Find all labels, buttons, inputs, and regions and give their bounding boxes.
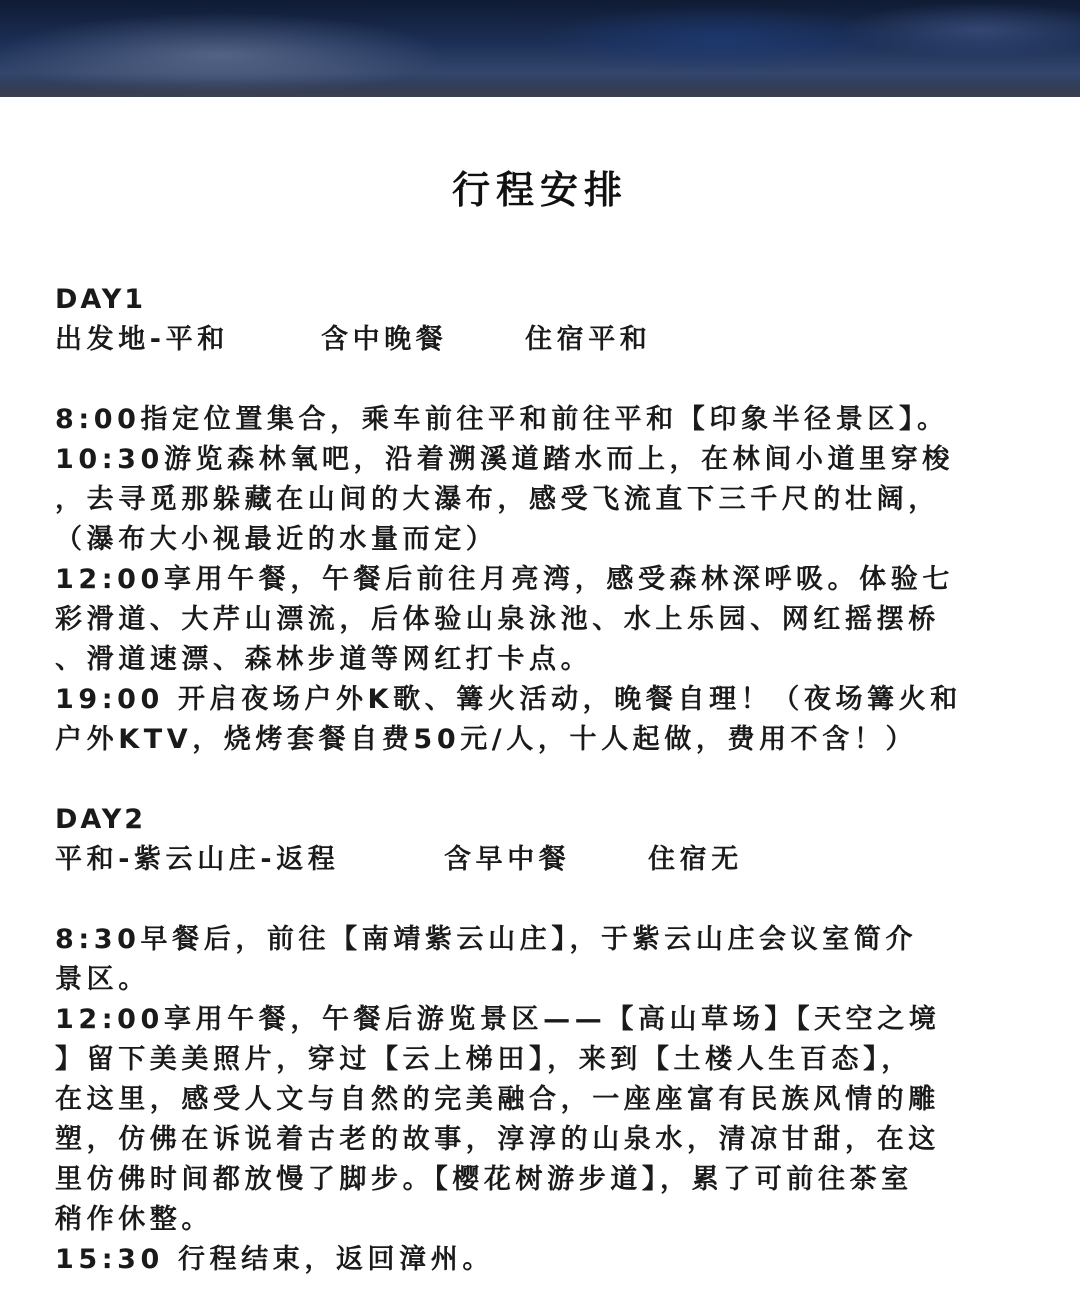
spacer — [55, 760, 1045, 800]
day2-text-line: 里仿佛时间都放慢了脚步。【樱花树游步道】，累了可前往茶室 — [55, 1164, 913, 1195]
day1-route: 出发地-平和 — [55, 324, 229, 355]
day1-lodging: 住宿平和 — [525, 324, 652, 355]
day1-text-line: 10:30游览森林氧吧，沿着溯溪道踏水而上，在林间小道里穿梭 — [55, 444, 954, 475]
day1-text-line: ，去寻觅那躲藏在山间的大瀑布，感受飞流直下三千尺的壮阔， — [55, 484, 940, 515]
day1-label: DAY1 — [55, 284, 147, 315]
day2-text-line: 景区。 — [55, 964, 150, 995]
spacer — [55, 360, 1045, 400]
day1-text-line: （瀑布大小视最近的水量而定） — [55, 524, 498, 555]
day2-label: DAY2 — [55, 804, 147, 835]
day2-route: 平和-紫云山庄-返程 — [55, 844, 340, 875]
day1-meals: 含中晚餐 — [321, 324, 448, 355]
day1-text-line: 彩滑道、大芹山漂流，后体验山泉泳池、水上乐园、网红摇摆桥 — [55, 604, 940, 635]
day1-text-line: 户外KTV，烧烤套餐自费50元/人，十人起做，费用不含！） — [55, 724, 918, 755]
day2-text-line: 8:30早餐后，前往【南靖紫云山庄】，于紫云山庄会议室简介 — [55, 924, 918, 955]
day1-text-line: 12:00享用午餐，午餐后前往月亮湾，感受森林深呼吸。体验七 — [55, 564, 954, 595]
day2-text-line: 12:00享用午餐，午餐后游览景区——【高山草场】【天空之境 — [55, 1004, 941, 1035]
day1-info-row — [55, 320, 1045, 360]
day2-text-line: 】留下美美照片，穿过【云上梯田】，来到【土楼人生百态】， — [55, 1044, 913, 1075]
itinerary-content — [55, 280, 1045, 1280]
day2-lodging: 住宿无 — [648, 844, 743, 875]
day2-info-row — [55, 840, 1045, 880]
day2-text-line: 稍作休整。 — [55, 1204, 213, 1235]
day1-text-line: 、滑道速漂、森林步道等网红打卡点。 — [55, 644, 593, 675]
page-title: 行程安排 — [451, 168, 628, 212]
day1-text-line: 8:00指定位置集合，乘车前往平和前往平和【印象半径景区】。 — [55, 404, 949, 435]
day2-meals: 含早中餐 — [444, 844, 571, 875]
hero-banner-image — [0, 0, 1080, 97]
spacer — [55, 880, 1045, 920]
day1-text-line: 19:00 开启夜场户外K歌、篝火活动，晚餐自理！（夜场篝火和 — [55, 684, 962, 715]
day2-text-line: 在这里，感受人文与自然的完美融合，一座座富有民族风情的雕 — [55, 1084, 940, 1115]
day2-text-line: 15:30 行程结束，返回漳州。 — [55, 1244, 494, 1275]
day2-text-line: 塑，仿佛在诉说着古老的故事，淳淳的山泉水，清凉甘甜，在这 — [55, 1124, 940, 1155]
